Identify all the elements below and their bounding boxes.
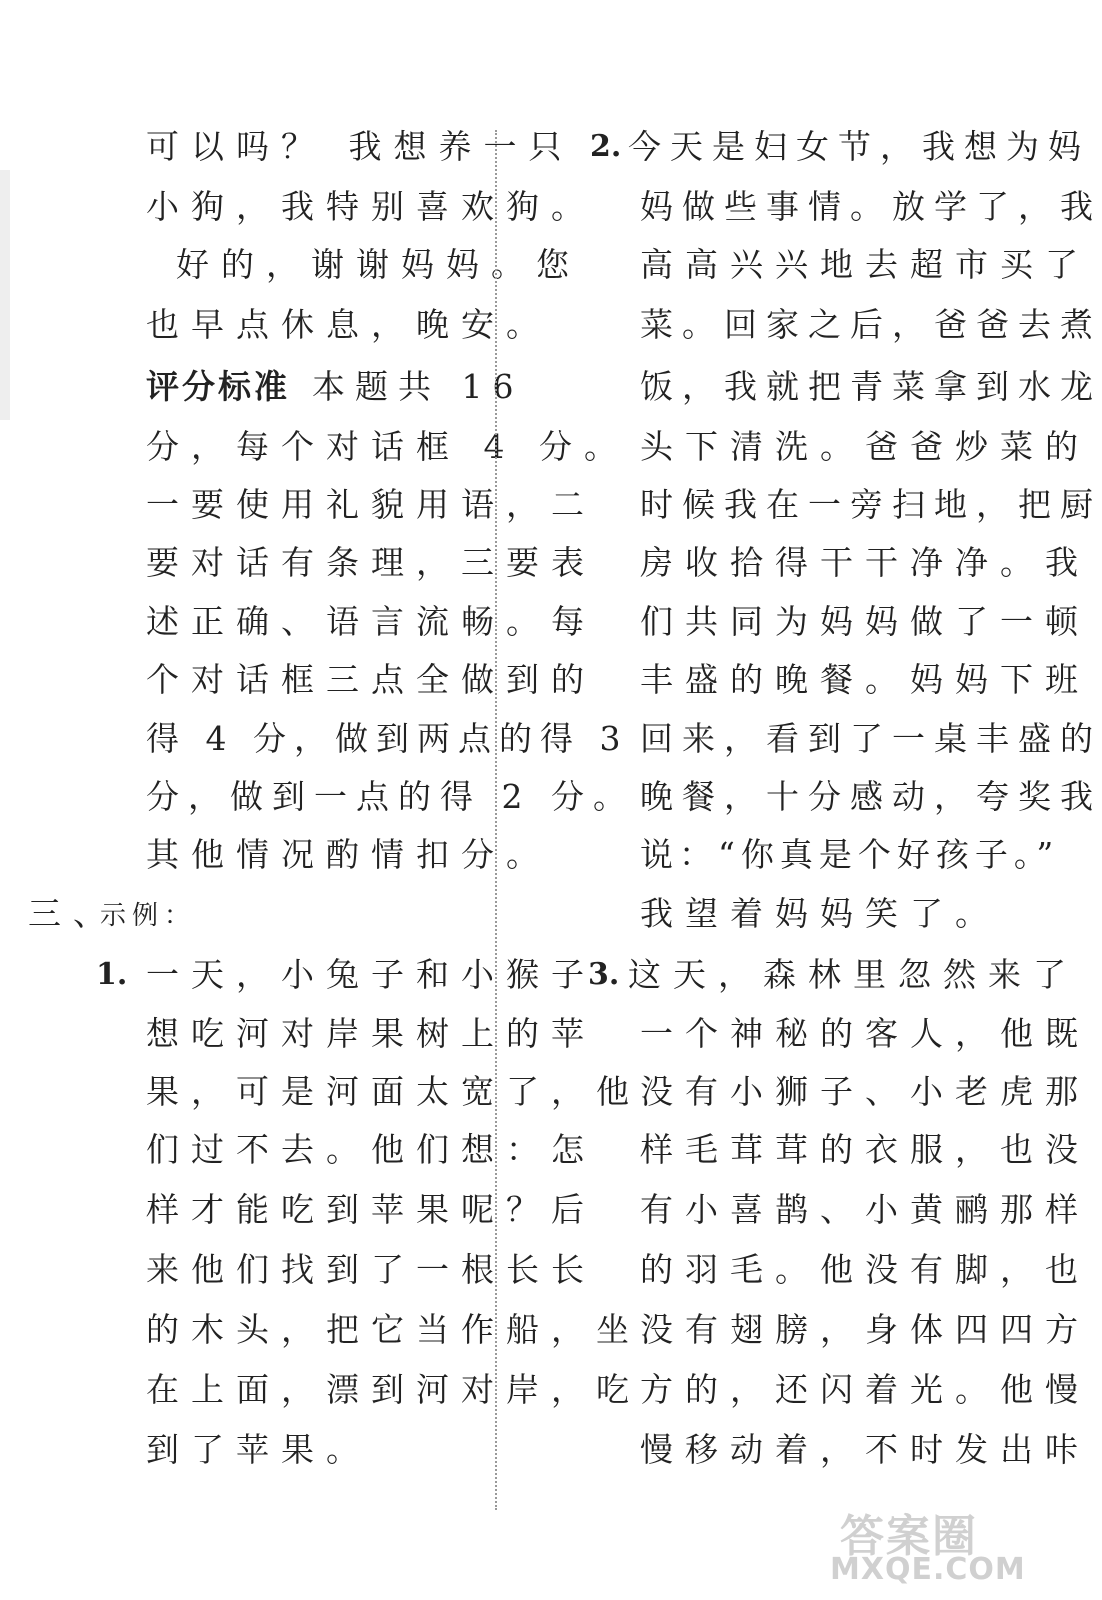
item-text-line: 说：“你真是个好孩子。” (640, 835, 1060, 874)
item-text-line: 的木头，把它当作船，坐 (146, 1310, 641, 1349)
item-text-line: 果，可是河面太宽了，他 (146, 1072, 641, 1111)
item-text-line: 想吃河对岸果树上的苹 (146, 1014, 596, 1053)
watermark (800, 1500, 1026, 1600)
item-text-line: 没有翅膀，身体四四方 (640, 1310, 1090, 1349)
item-text-line: 头下清洗。爸爸炒菜的 (640, 427, 1090, 466)
left-text-line: 好的，谢谢妈妈。您 (176, 245, 581, 284)
item-text-line: 一个神秘的客人，他既 (640, 1014, 1090, 1053)
scoring-line: 本题共 16 (312, 367, 524, 406)
item-text-line: 没有小狮子、小老虎那 (640, 1072, 1090, 1111)
left-text-line: 可以吗？ 我想养一只 (146, 127, 574, 166)
scoring-line: 其他情况酌情扣分。 (146, 835, 551, 874)
item-text-line: 回来，看到了一桌丰盛的 (640, 719, 1102, 758)
scoring-line: 得 4 分，做到两点的得 3 (146, 719, 629, 758)
section-number: 三、 (28, 894, 118, 933)
item-text-line: 我望着妈妈笑了。 (640, 894, 1000, 933)
item-text-line: 来他们找到了一根长长 (146, 1250, 596, 1289)
watermark-logo: 答案圈 (840, 1511, 978, 1562)
item-text-line: 们过不去。他们想：怎 (146, 1130, 596, 1169)
scoring-line: 分，做到一点的得 2 分。 (146, 777, 635, 816)
item-text-line: 丰盛的晚餐。妈妈下班 (640, 660, 1090, 699)
item-text-line: 样毛茸茸的衣服，也没 (640, 1130, 1090, 1169)
item-text-line: 到了苹果。 (146, 1430, 371, 1469)
item-text-line: 时候我在一旁扫地，把厨 (640, 485, 1102, 524)
item-text-line: 们共同为妈妈做了一顿 (640, 602, 1090, 641)
item-text-line: 菜。回家之后，爸爸去煮 (640, 305, 1102, 344)
item-text-line: 妈做些事情。放学了，我 (640, 187, 1102, 226)
item-number: 2. (590, 129, 622, 164)
item-text-line: 在上面，漂到河对岸，吃 (146, 1370, 641, 1409)
item-text-line: 晚餐，十分感动，夸奖我 (640, 777, 1102, 816)
item-number: 3. (588, 957, 620, 992)
scoring-line: 个对话框三点全做到的 (146, 660, 596, 699)
item-text-line: 方的，还闪着光。他慢 (640, 1370, 1090, 1409)
column-divider (495, 130, 497, 1510)
left-text-line: 也早点休息，晚安。 (146, 305, 551, 344)
item-text-line: 有小喜鹊、小黄鹂那样 (640, 1190, 1090, 1229)
item-text-line: 今天是妇女节，我想为妈 (628, 127, 1090, 166)
item-text-line: 的羽毛。他没有脚，也 (640, 1250, 1090, 1289)
page-edge-shadow (0, 170, 10, 420)
item-text-line: 样才能吃到苹果呢？后 (146, 1190, 596, 1229)
item-text-line: 一天，小兔子和小猴子 (146, 955, 596, 994)
scoring-line: 分，每个对话框 4 分。 (146, 427, 629, 466)
scoring-heading: 评分标准 (146, 367, 290, 406)
item-number: 1. (96, 957, 128, 992)
scoring-line: 要对话有条理，三要表 (146, 543, 596, 582)
scoring-line: 一要使用礼貌用语，二 (146, 485, 596, 524)
item-text-line: 房收拾得干干净净。我 (640, 543, 1090, 582)
item-text-line: 慢移动着，不时发出咔 (640, 1430, 1090, 1469)
left-text-line: 小狗，我特别喜欢狗。 (146, 187, 596, 226)
item-text-line: 饭，我就把青菜拿到水龙 (640, 367, 1102, 406)
scoring-line: 述正确、语言流畅。每 (146, 602, 596, 641)
section-label: 示例： (100, 901, 197, 931)
watermark-url: MXQE.COM (830, 1552, 1026, 1587)
item-text-line: 高高兴兴地去超市买了 (640, 245, 1090, 284)
item-text-line: 这天，森林里忽然来了 (628, 955, 1078, 994)
